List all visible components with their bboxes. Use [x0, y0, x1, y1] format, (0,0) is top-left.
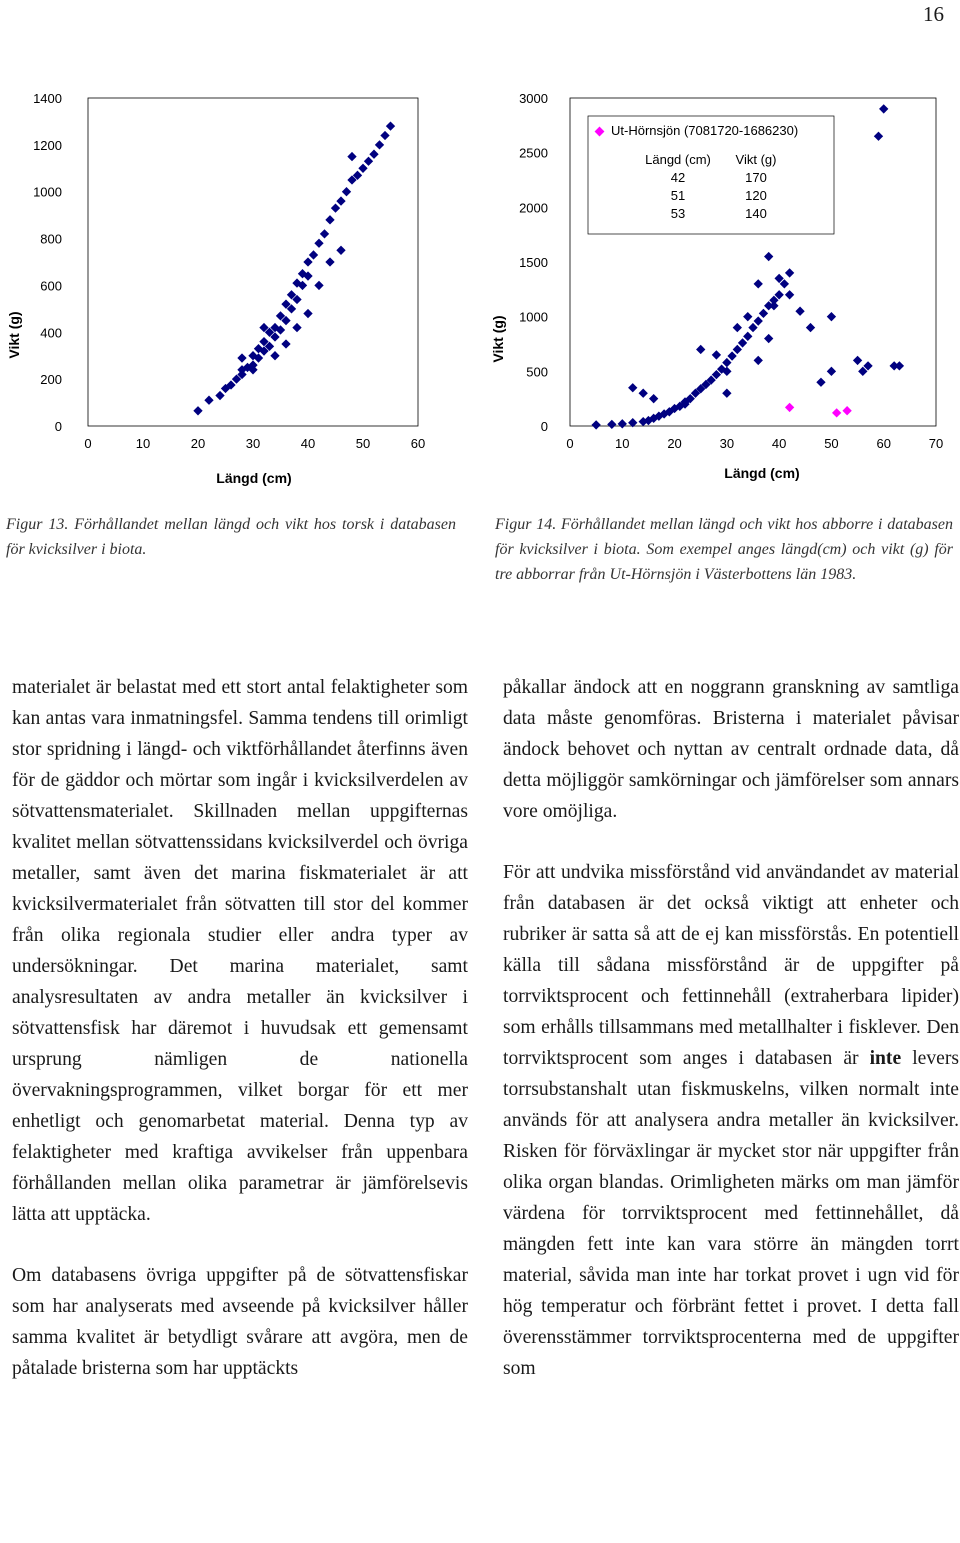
x-tick-label: 50 — [824, 436, 839, 451]
emphasis-inte: inte — [869, 1048, 902, 1069]
x-tick-label: 40 — [300, 436, 316, 451]
figure-14-caption — [495, 512, 953, 587]
x-tick-label: 20 — [667, 436, 682, 451]
y-tick-label: 2500 — [519, 145, 548, 161]
y-tick-label: 500 — [526, 364, 548, 380]
y-tick-label: 0 — [540, 419, 548, 434]
y-tick-label: 1000 — [519, 309, 548, 325]
x-tick-label: 0 — [566, 436, 574, 451]
x-tick-label: 0 — [84, 436, 92, 451]
figure-13-caption: Figur 13. Förhållandet mellan längd och vikt hos torsk i databasen för kvicksilver i biota. — [6, 516, 456, 558]
figure-14-chart — [488, 80, 960, 490]
y-tick-label: 800 — [40, 231, 62, 247]
y-axis-label: Vikt (g) — [490, 315, 506, 363]
x-tick-label: 10 — [615, 436, 630, 451]
x-tick-label: 40 — [771, 436, 787, 451]
legend-cell: 42 — [670, 170, 686, 185]
body-column-left — [12, 672, 468, 1384]
body-paragraph — [503, 857, 959, 1384]
x-tick-label: 70 — [928, 436, 944, 451]
x-axis-label: Längd (cm) — [724, 465, 800, 481]
x-tick-label: 60 — [876, 436, 891, 451]
y-tick-label: 1400 — [33, 91, 62, 106]
body-text: För att undvika missförstånd vid användandet av material från databasen är det också viktigt att enheter och rubriker är satta så att de ej kan missförstås. En potentiell källa till sådana missförstånd är de uppgifter på torrviktsprocent och fettinnehåll (extraherbara lipider) som erhålls tillsammans med metallhalter i fisklever. Den torrviktsprocent som anges i databasen är — [503, 862, 959, 1069]
y-tick-label: 400 — [40, 325, 62, 341]
body-paragraph: påkallar ändock att en noggrann granskning av samtliga data måste genomföras. Bristerna i materialet påvisar ändock behovet och nyttan av centralt ordnade data, då detta möjliggör samkörningar och jämförelser som annars vore omöjliga. — [503, 677, 959, 822]
figure-14-caption-main: Figur 14. Förhållandet mellan längd och vikt hos abborre i databasen för kvicksilver i biota. — [495, 516, 953, 558]
y-tick-label: 0 — [54, 419, 62, 434]
legend-cell: 140 — [745, 206, 767, 221]
body-column-right — [503, 672, 959, 1384]
y-tick-label: 200 — [40, 372, 62, 388]
x-tick-label: 10 — [135, 436, 151, 451]
figure-13-chart — [0, 80, 440, 490]
y-tick-label: 2000 — [519, 200, 548, 216]
x-tick-label: 30 — [245, 436, 261, 451]
legend-cell: 53 — [670, 206, 686, 221]
x-tick-label: 20 — [190, 436, 206, 451]
body-text: levers torrsubstanshalt utan fiskmuskelns, vilken normalt inte används för att analysera andra metaller än kvicksilver. Risken för förväxlingar är mycket stor när uppgifter från olika organ blandas. Orimligheten märks om man jämför värdena för torrviktsprocent med fettinnehållet, då mängden fett inte kan vara större än mängden torrt material, såvida man inte har torkat provet i ugn vid för hög temperatur och förbränt fettet i provet. I detta fall överensstämmer torrviktsprocenterna med de uppgifter som — [503, 1048, 959, 1379]
x-tick-label: 60 — [410, 436, 426, 451]
legend — [588, 116, 834, 234]
y-tick-label: 1500 — [519, 255, 548, 270]
body-paragraph: materialet är belastat med ett stort antal felaktigheter som kan antas vara inmatningsfel. Samma tendens till orimligt stor spridning i längd- och viktförhållandet återfinns även för de gäddor och mörtar som ingår i kvicksilverdelen av sötvattensmaterialet. Skillnaden mellan uppgifternas kvalitet mellan sötvattenssidans kvicksilverdel och övriga metaller, samt även det marina fiskmaterialet är att kvicksilvermaterialet från sötvatten till stor del kommer från olika regionala studier eller andra typer av undersökningar. Det marina materialet, samt analysresultaten av andra metaller än kvicksilver i sötvattensfisk har däremot i huvudsak ett gemensamt ursprung nämligen de nationella övervakningsprogrammen, vilket borgar för ett mer enhetligt och genomarbetat material. Denna typ av felaktigheter med kraftiga avvikelser från uppenbara förhållanden mellan olika parametrar är jämförelsevis lätta att upptäcka. — [12, 677, 468, 1225]
y-tick-label: 1000 — [33, 184, 62, 200]
figure-14-caption-example: Som exempel anges längd(cm) och vikt (g) för tre abborrar från Ut-Hörnsjön i Västerbottens län 1983. — [495, 541, 953, 583]
legend-header-weight: Vikt (g) — [735, 152, 777, 167]
plot-area — [88, 98, 418, 426]
x-tick-label: 30 — [719, 436, 735, 451]
y-tick-label: 600 — [40, 278, 62, 294]
x-axis-label: Längd (cm) — [216, 470, 292, 486]
y-tick-label: 1200 — [33, 137, 62, 153]
page-number: 16 — [923, 2, 944, 26]
legend-series-label: Ut-Hörnsjön (7081720-1686230) — [611, 123, 799, 138]
y-tick-label: 3000 — [519, 91, 548, 106]
legend-cell: 51 — [670, 188, 686, 203]
y-axis-label: Vikt (g) — [6, 311, 22, 359]
body-paragraph: Om databasens övriga uppgifter på de sötvattensfiskar som har analyserats med avseende på kvicksilver håller samma kvalitet är betydligt svårare att avgöra, men de påtalade bristerna som har upptäckts — [12, 1265, 468, 1379]
legend-cell: 120 — [745, 188, 767, 203]
x-tick-label: 50 — [355, 436, 371, 451]
legend-cell: 170 — [745, 170, 767, 185]
scatter-plot-abborre — [488, 80, 960, 490]
legend-header-length: Längd (cm) — [645, 152, 711, 167]
scatter-plot-torsk — [0, 80, 440, 490]
